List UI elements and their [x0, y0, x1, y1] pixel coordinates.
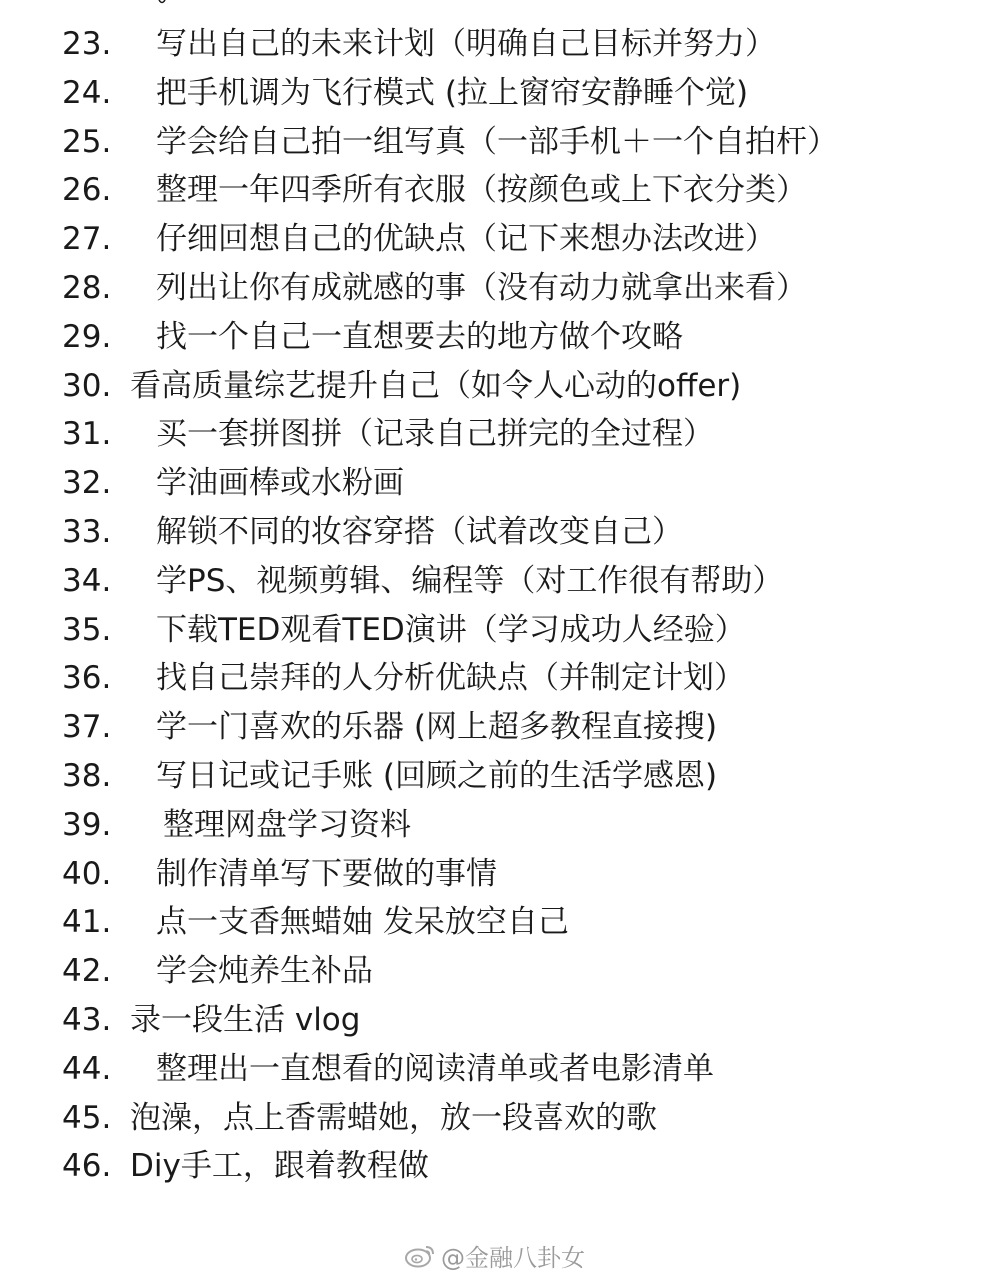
- item-number: 24.: [62, 74, 112, 111]
- item-text: 仔细回想自己的优缺点（记下来想办法改进）: [156, 221, 776, 258]
- list-item: [0, 703, 994, 752]
- item-text: 买一套拼图拼（记录自己拼完的全过程）: [156, 416, 714, 453]
- list-item: [0, 801, 994, 850]
- item-text: 解锁不同的妆容穿搭（试着改变自己）: [156, 513, 683, 550]
- list-item: [0, 410, 994, 459]
- item-text: Diy手工，跟着教程做: [130, 1148, 429, 1185]
- item-number: 38.: [62, 757, 112, 794]
- item-number: 25.: [62, 123, 112, 160]
- list-item: [0, 508, 994, 557]
- item-text: 下载TED观看TED演讲（学习成功人经验）: [156, 611, 746, 648]
- item-text: 整理出一直想看的阅读清单或者电影清单: [156, 1050, 714, 1087]
- watermark: [403, 1238, 585, 1272]
- list-item: [0, 166, 994, 215]
- item-number: 29.: [62, 318, 112, 355]
- item-text: 学PS、视频剪辑、编程等（对工作很有帮助）: [156, 562, 784, 599]
- item-text: 学会炖养生补品: [156, 953, 373, 990]
- list-item: [0, 752, 994, 801]
- list-item: [0, 850, 994, 899]
- item-text: 看高质量综艺提升自己（如令人心动的offer): [130, 367, 742, 404]
- item-text: 列出让你有成就感的事（没有动力就拿出来看）: [156, 269, 807, 306]
- item-text: 把手机调为飞行模式 (拉上窗帘安静睡个觉): [156, 74, 749, 111]
- list-item: [0, 313, 994, 362]
- item-text: 写日记或记手账 (回顾之前的生活学感恩): [156, 757, 718, 794]
- item-number: 32.: [62, 465, 112, 502]
- item-text: 泡澡，点上香需蜡她，放一段喜欢的歌: [130, 1099, 657, 1136]
- item-number: 44.: [62, 1050, 112, 1087]
- list-item: [0, 1142, 994, 1191]
- item-number: 27.: [62, 221, 112, 258]
- item-number: 30.: [62, 367, 112, 404]
- item-text: 录一段生活 vlog: [130, 1001, 361, 1038]
- list-item: [0, 996, 994, 1045]
- list-item: [0, 20, 994, 69]
- item-number: 41.: [62, 904, 112, 941]
- item-text: 学一门喜欢的乐器 (网上超多教程直接搜): [156, 709, 718, 746]
- item-text: 制作清单写下要做的事情: [156, 855, 497, 892]
- list-item: [0, 264, 994, 313]
- list-item: [0, 947, 994, 996]
- item-number: 43.: [62, 1001, 112, 1038]
- item-number: 42.: [62, 953, 112, 990]
- clipped-text-fragment: [157, 0, 167, 6]
- list-item: [0, 654, 994, 703]
- item-text: 写出自己的未来计划（明确自己目标并努力）: [156, 26, 776, 62]
- list-item: [0, 69, 994, 118]
- item-number: 39.: [62, 806, 112, 843]
- list-item: [0, 606, 994, 655]
- list-item: [0, 1094, 994, 1143]
- item-number: 40.: [62, 855, 112, 892]
- item-number: 34.: [62, 562, 112, 599]
- list-item: [0, 459, 994, 508]
- item-number: 46.: [62, 1148, 112, 1185]
- weibo-icon: [403, 1241, 437, 1269]
- list-item: [0, 362, 994, 411]
- todo-list: [0, 20, 994, 1191]
- item-number: 36.: [62, 660, 112, 697]
- item-number: 26.: [62, 172, 112, 209]
- watermark-text: @金融八卦女: [441, 1243, 585, 1272]
- item-text: 学会给自己拍一组写真（一部手机＋一个自拍杆）: [156, 123, 838, 160]
- item-text: 整理网盘学习资料: [163, 806, 411, 843]
- item-text: 整理一年四季所有衣服（按颜色或上下衣分类）: [156, 172, 807, 209]
- item-number: 35.: [62, 611, 112, 648]
- item-number: 37.: [62, 709, 112, 746]
- list-item: [0, 1045, 994, 1094]
- item-text: 找一个自己一直想要去的地方做个攻略: [156, 318, 683, 355]
- item-number: 45.: [62, 1099, 112, 1136]
- item-number: 23.: [62, 26, 112, 62]
- list-item: [0, 215, 994, 264]
- list-item: [0, 898, 994, 947]
- item-text: 找自己崇拜的人分析优缺点（并制定计划）: [156, 660, 745, 697]
- item-text: 学油画棒或水粉画: [156, 465, 404, 502]
- item-number: 31.: [62, 416, 112, 453]
- item-number: 28.: [62, 269, 112, 306]
- list-item: [0, 118, 994, 167]
- item-text: 点一支香無蜡妯 发呆放空自己: [156, 904, 569, 941]
- item-number: 33.: [62, 513, 112, 550]
- list-item: [0, 557, 994, 606]
